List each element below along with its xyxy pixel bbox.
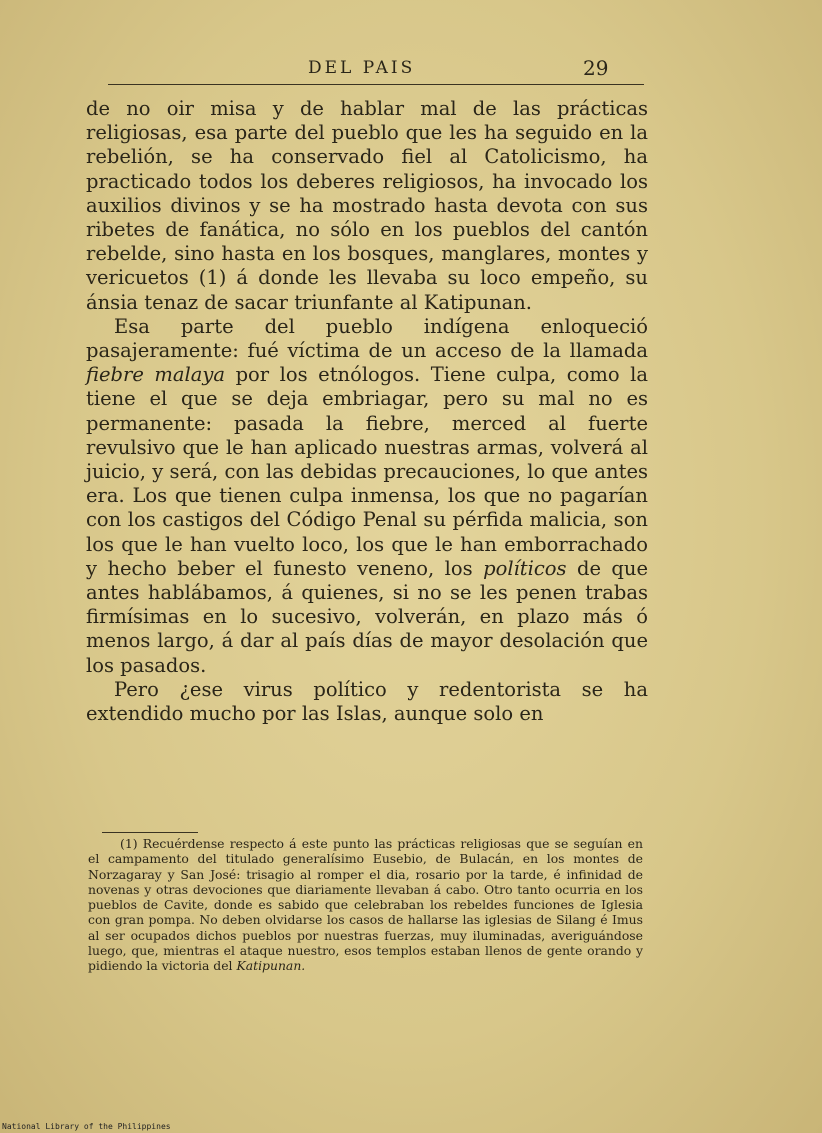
paragraph-2-part-b: por los etnólogos. Tiene culpa, como la tiene el que se deja embriagar, pero su mal no es permanente: pasada la fiebre, merced al fuerte revulsivo que le han aplicado nuestras armas, volverá al juicio, y será, con las debidas precauciones, lo que antes era. Los que tienen culpa inmensa, los que no pagarían con los castigos del Código Penal su pérfida malicia, son los que le han vuelto loco, los que le han emborrachado y hecho beber el funesto veneno, los — [86, 363, 648, 580]
paragraph-2-part-c: de que antes hablábamos, á quienes, si no se les penen trabas firmísimas en lo sucesivo, volverán, en plazo más ó menos largo, á dar al país días de mayor desolación que los pasados. — [86, 556, 648, 677]
footnote-rule — [102, 832, 198, 833]
footnote-1-italic: Katipunan. — [236, 958, 306, 974]
body-text — [86, 97, 648, 726]
paragraph-2 — [86, 315, 648, 678]
footnote-1-text: (1) Recuérdense respecto á este punto las prácticas religiosas que se seguían en el campamento del titulado generalísimo Eusebio, de Bulacán, en los montes de Norzagaray y San José: trisagio al romper el dia, rosario por la tarde, é infinidad de novenas y otras devociones que diariamente llevaban á cabo. Otro tanto ocurria en los pueblos de Cavite, donde es sabido que celebraban los rebeldes funciones de Iglesia con gran pompa. No deben olvidarse los casos de hallarse las iglesias de Silang é Imus al ser ocupados dichos pueblos por nuestras fuerzas, muy iluminadas, averiguándose luego, que, mientras el ataque nuestro, esos templos estaban llenos de gente orando y pidiendo la victoria del — [88, 836, 643, 974]
footnote-1 — [88, 836, 643, 974]
header-rule — [108, 84, 644, 85]
footnotes — [88, 836, 643, 974]
paragraph-2-part-a: Esa parte del pueblo indígena enloqueció pasajeramente: fué víctima de un acceso de la llamada — [86, 314, 648, 363]
paragraph-1: de no oir misa y de hablar mal de las prácticas religiosas, esa parte del pueblo que les ha seguido en la rebelión, se ha conservado fiel al Catolicismo, ha practicado todos los deberes religiosos, ha invocado los auxilios divinos y se ha mostrado hasta devota con sus ribetes de fanática, no sólo en los pueblos del cantón rebelde, sino hasta en los bosques, manglares, montes y vericuetos (1) á donde les llevaba su loco empeño, su ánsia tenaz de sacar triunfante al Katipunan. — [86, 97, 648, 314]
paragraph-3: Pero ¿ese virus político y redentorista se ha extendido mucho por las Islas, aunque solo en — [86, 677, 648, 726]
italic-term-politicos: políticos — [483, 556, 567, 580]
running-title: DEL PAIS — [308, 58, 416, 78]
page-number: 29 — [583, 56, 609, 80]
library-watermark: National Library of the Philippines — [2, 1122, 171, 1131]
italic-term-fiebre-malaya: fiebre malaya — [86, 363, 226, 387]
